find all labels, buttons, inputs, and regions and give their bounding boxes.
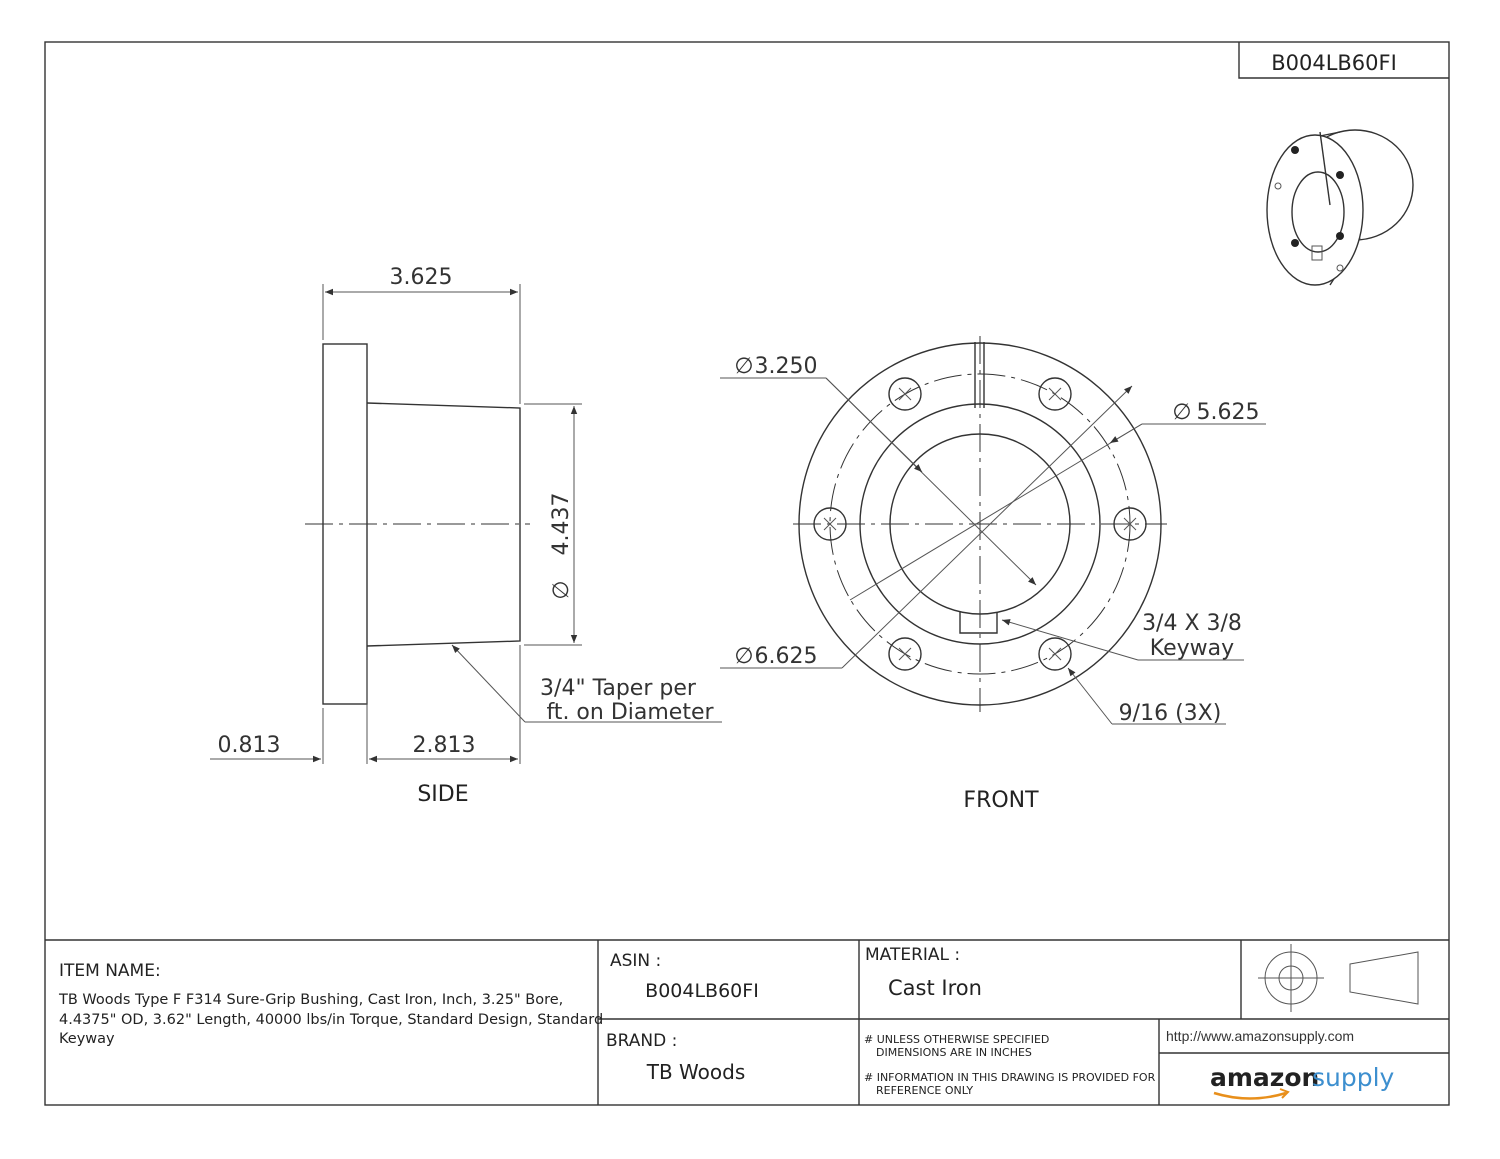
website-link[interactable]: http://www.amazonsupply.com [1166, 1028, 1355, 1044]
front-view [720, 336, 1266, 813]
logo-word-amazon: amazon [1210, 1063, 1320, 1092]
side-view-label: SIDE [417, 782, 469, 807]
brand-value: TB Woods [646, 1060, 746, 1084]
logo-word-supply: supply [1312, 1063, 1395, 1092]
keyway-note-line2: Keyway [1149, 636, 1235, 661]
note-reference-line2: REFERENCE ONLY [876, 1084, 974, 1097]
isometric-view [1267, 130, 1413, 285]
item-name-line3: Keyway [59, 1031, 115, 1047]
side-length-dim: 3.625 [389, 265, 453, 290]
material-label: MATERIAL : [865, 945, 961, 965]
side-body-dim: 2.813 [412, 733, 476, 758]
front-outer-dim: 6.625 [754, 644, 818, 669]
taper-note-line2: ft. on Diameter [546, 700, 714, 725]
note-units-line2: DIMENSIONS ARE IN INCHES [876, 1046, 1032, 1059]
item-name-line1: TB Woods Type F F314 Sure-Grip Bushing, Cast Iron, Inch, 3.25" Bore, [59, 992, 564, 1008]
item-name-line2: 4.4375" OD, 3.62" Length, 40000 lbs/in Torque, Standard Design, Standard [59, 1012, 604, 1028]
side-flange-dim: 0.813 [217, 733, 281, 758]
diameter-symbol-icon: ∅ [1172, 400, 1192, 425]
front-bore-dim: 3.250 [754, 354, 818, 379]
front-view-label: FRONT [963, 788, 1039, 813]
note-reference-line1: # INFORMATION IN THIS DRAWING IS PROVIDED FOR [864, 1071, 1156, 1084]
note-units-line1: # UNLESS OTHERWISE SPECIFIED [864, 1033, 1050, 1046]
holes-note: 9/16 (3X) [1118, 701, 1222, 726]
front-bolt-circle-dim: 5.625 [1196, 400, 1260, 425]
material-value: Cast Iron [888, 976, 982, 1000]
title-block [45, 940, 1449, 1105]
side-view [210, 265, 722, 807]
projection-symbol-icon [1258, 944, 1418, 1012]
asin-value: B004LB60FI [645, 980, 759, 1002]
diameter-symbol-icon: ∅ [549, 580, 574, 600]
logo-smile-arrow-icon [1214, 1093, 1286, 1099]
drawing-number: B004LB60FI [1271, 51, 1397, 75]
brand-label: BRAND : [606, 1031, 678, 1051]
keyway-note-line1: 3/4 X 3/8 [1142, 611, 1242, 636]
drawing-number-box [1239, 42, 1449, 78]
side-diameter-dim: 4.437 [549, 492, 574, 556]
diameter-symbol-icon: ∅ [734, 354, 754, 379]
asin-label: ASIN : [610, 951, 662, 971]
diameter-symbol-icon: ∅ [734, 644, 754, 669]
item-name-label: ITEM NAME: [59, 961, 161, 981]
drawing-border [45, 42, 1449, 1105]
amazonsupply-logo [1210, 1063, 1395, 1099]
taper-note-line1: 3/4" Taper per [540, 676, 696, 701]
